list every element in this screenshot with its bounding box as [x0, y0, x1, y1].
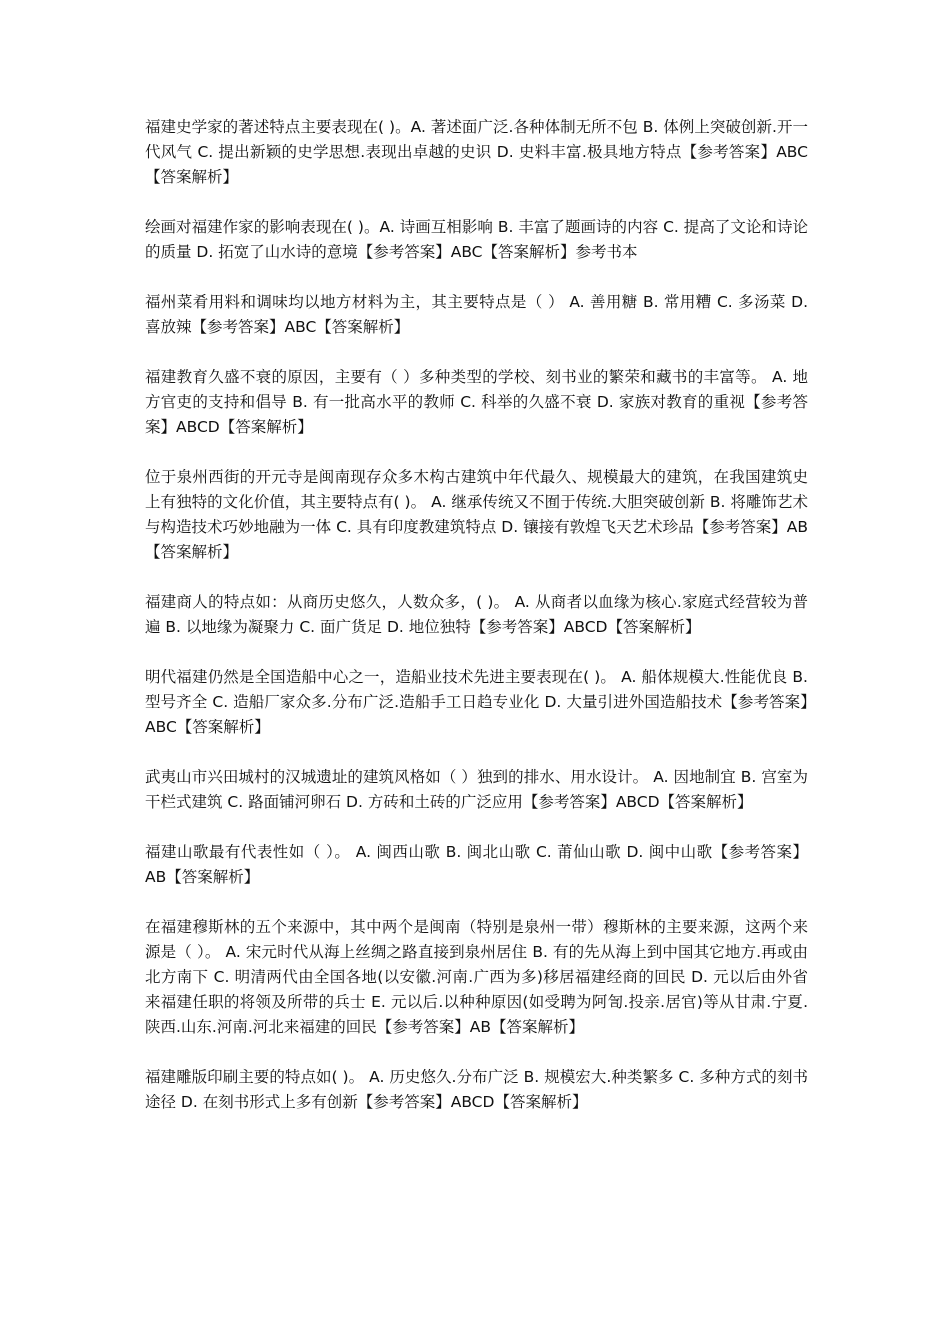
question-paragraph: 位于泉州西街的开元寺是闽南现存众多木构古建筑中年代最久、规模最大的建筑，在我国建筑史上有独特的文化价值，其主要特点有( )。 A. 继承传统又不囿于传统.大胆突破创新 B. 将雕饰艺术与构造技术巧妙地融为一体 C. 具有印度教建筑特点 D. 镶接有敦煌飞天艺术珍品【参考答案】AB【答案解析】 — [145, 468, 808, 561]
question-paragraph: 武夷山市兴田城村的汉城遗址的建筑风格如（ ）独到的排水、用水设计。 A. 因地制宜 B. 宫室为干栏式建筑 C. 路面铺河卵石 D. 方砖和土砖的广泛应用【参考答案】ABCD【答案解析】 — [145, 768, 808, 811]
question-paragraph: 福建史学家的著述特点主要表现在( )。A. 著述面广泛.各种体制无所不包 B. 体例上突破创新.开一代风气 C. 提出新颖的史学思想.表现出卓越的史识 D. 史料丰富.极具地方特点【参考答案】ABC【答案解析】 — [145, 118, 808, 186]
question-paragraph: 福州菜肴用料和调味均以地方材料为主，其主要特点是（ ） A. 善用糖 B. 常用糟 C. 多汤菜 D. 喜放辣【参考答案】ABC【答案解析】 — [145, 293, 808, 336]
question-paragraph: 在福建穆斯林的五个来源中，其中两个是闽南（特别是泉州一带）穆斯林的主要来源，这两个来源是（ ）。 A. 宋元时代从海上丝绸之路直接到泉州居住 B. 有的先从海上到中国其它地方.再或由北方南下 C. 明清两代由全国各地(以安徽.河南.广西为多)移居福建经商的回民 D. 元以后由外省来福建任职的将领及所带的兵士 E. 元以后.以种种原因(如受聘为阿訇.投亲.居官)等从甘肃.宁夏.陕西.山东.河南.河北来福建的回民【参考答案】AB【答案解析】 — [145, 918, 808, 1036]
document-page — [145, 115, 808, 1140]
question-paragraph: 福建雕版印刷主要的特点如( )。 A. 历史悠久.分布广泛 B. 规模宏大.种类繁多 C. 多种方式的刻书途径 D. 在刻书形式上多有创新【参考答案】ABCD【答案解析】 — [145, 1068, 808, 1111]
question-paragraph: 福建商人的特点如：从商历史悠久，人数众多，( )。 A. 从商者以血缘为核心.家庭式经营较为普遍 B. 以地缘为凝聚力 C. 面广货足 D. 地位独特【参考答案】ABCD【答案解析】 — [145, 593, 808, 636]
question-paragraph: 福建山歌最有代表性如（ ）。 A. 闽西山歌 B. 闽北山歌 C. 莆仙山歌 D. 闽中山歌【参考答案】AB【答案解析】 — [145, 843, 808, 886]
question-paragraph: 福建教育久盛不衰的原因，主要有（ ）多种类型的学校、刻书业的繁荣和藏书的丰富等。 A. 地方官吏的支持和倡导 B. 有一批高水平的教师 C. 科举的久盛不衰 D. 家族对教育的重视【参考答案】ABCD【答案解析】 — [145, 368, 808, 436]
question-paragraph: 绘画对福建作家的影响表现在( )。A. 诗画互相影响 B. 丰富了题画诗的内容 C. 提高了文论和诗论的质量 D. 拓宽了山水诗的意境【参考答案】ABC【答案解析】参考书本 — [145, 218, 808, 261]
question-paragraph: 明代福建仍然是全国造船中心之一，造船业技术先进主要表现在( )。 A. 船体规模大.性能优良 B. 型号齐全 C. 造船厂家众多.分布广泛.造船手工日趋专业化 D. 大量引进外国造船技术【参考答案】ABC【答案解析】 — [145, 668, 808, 736]
